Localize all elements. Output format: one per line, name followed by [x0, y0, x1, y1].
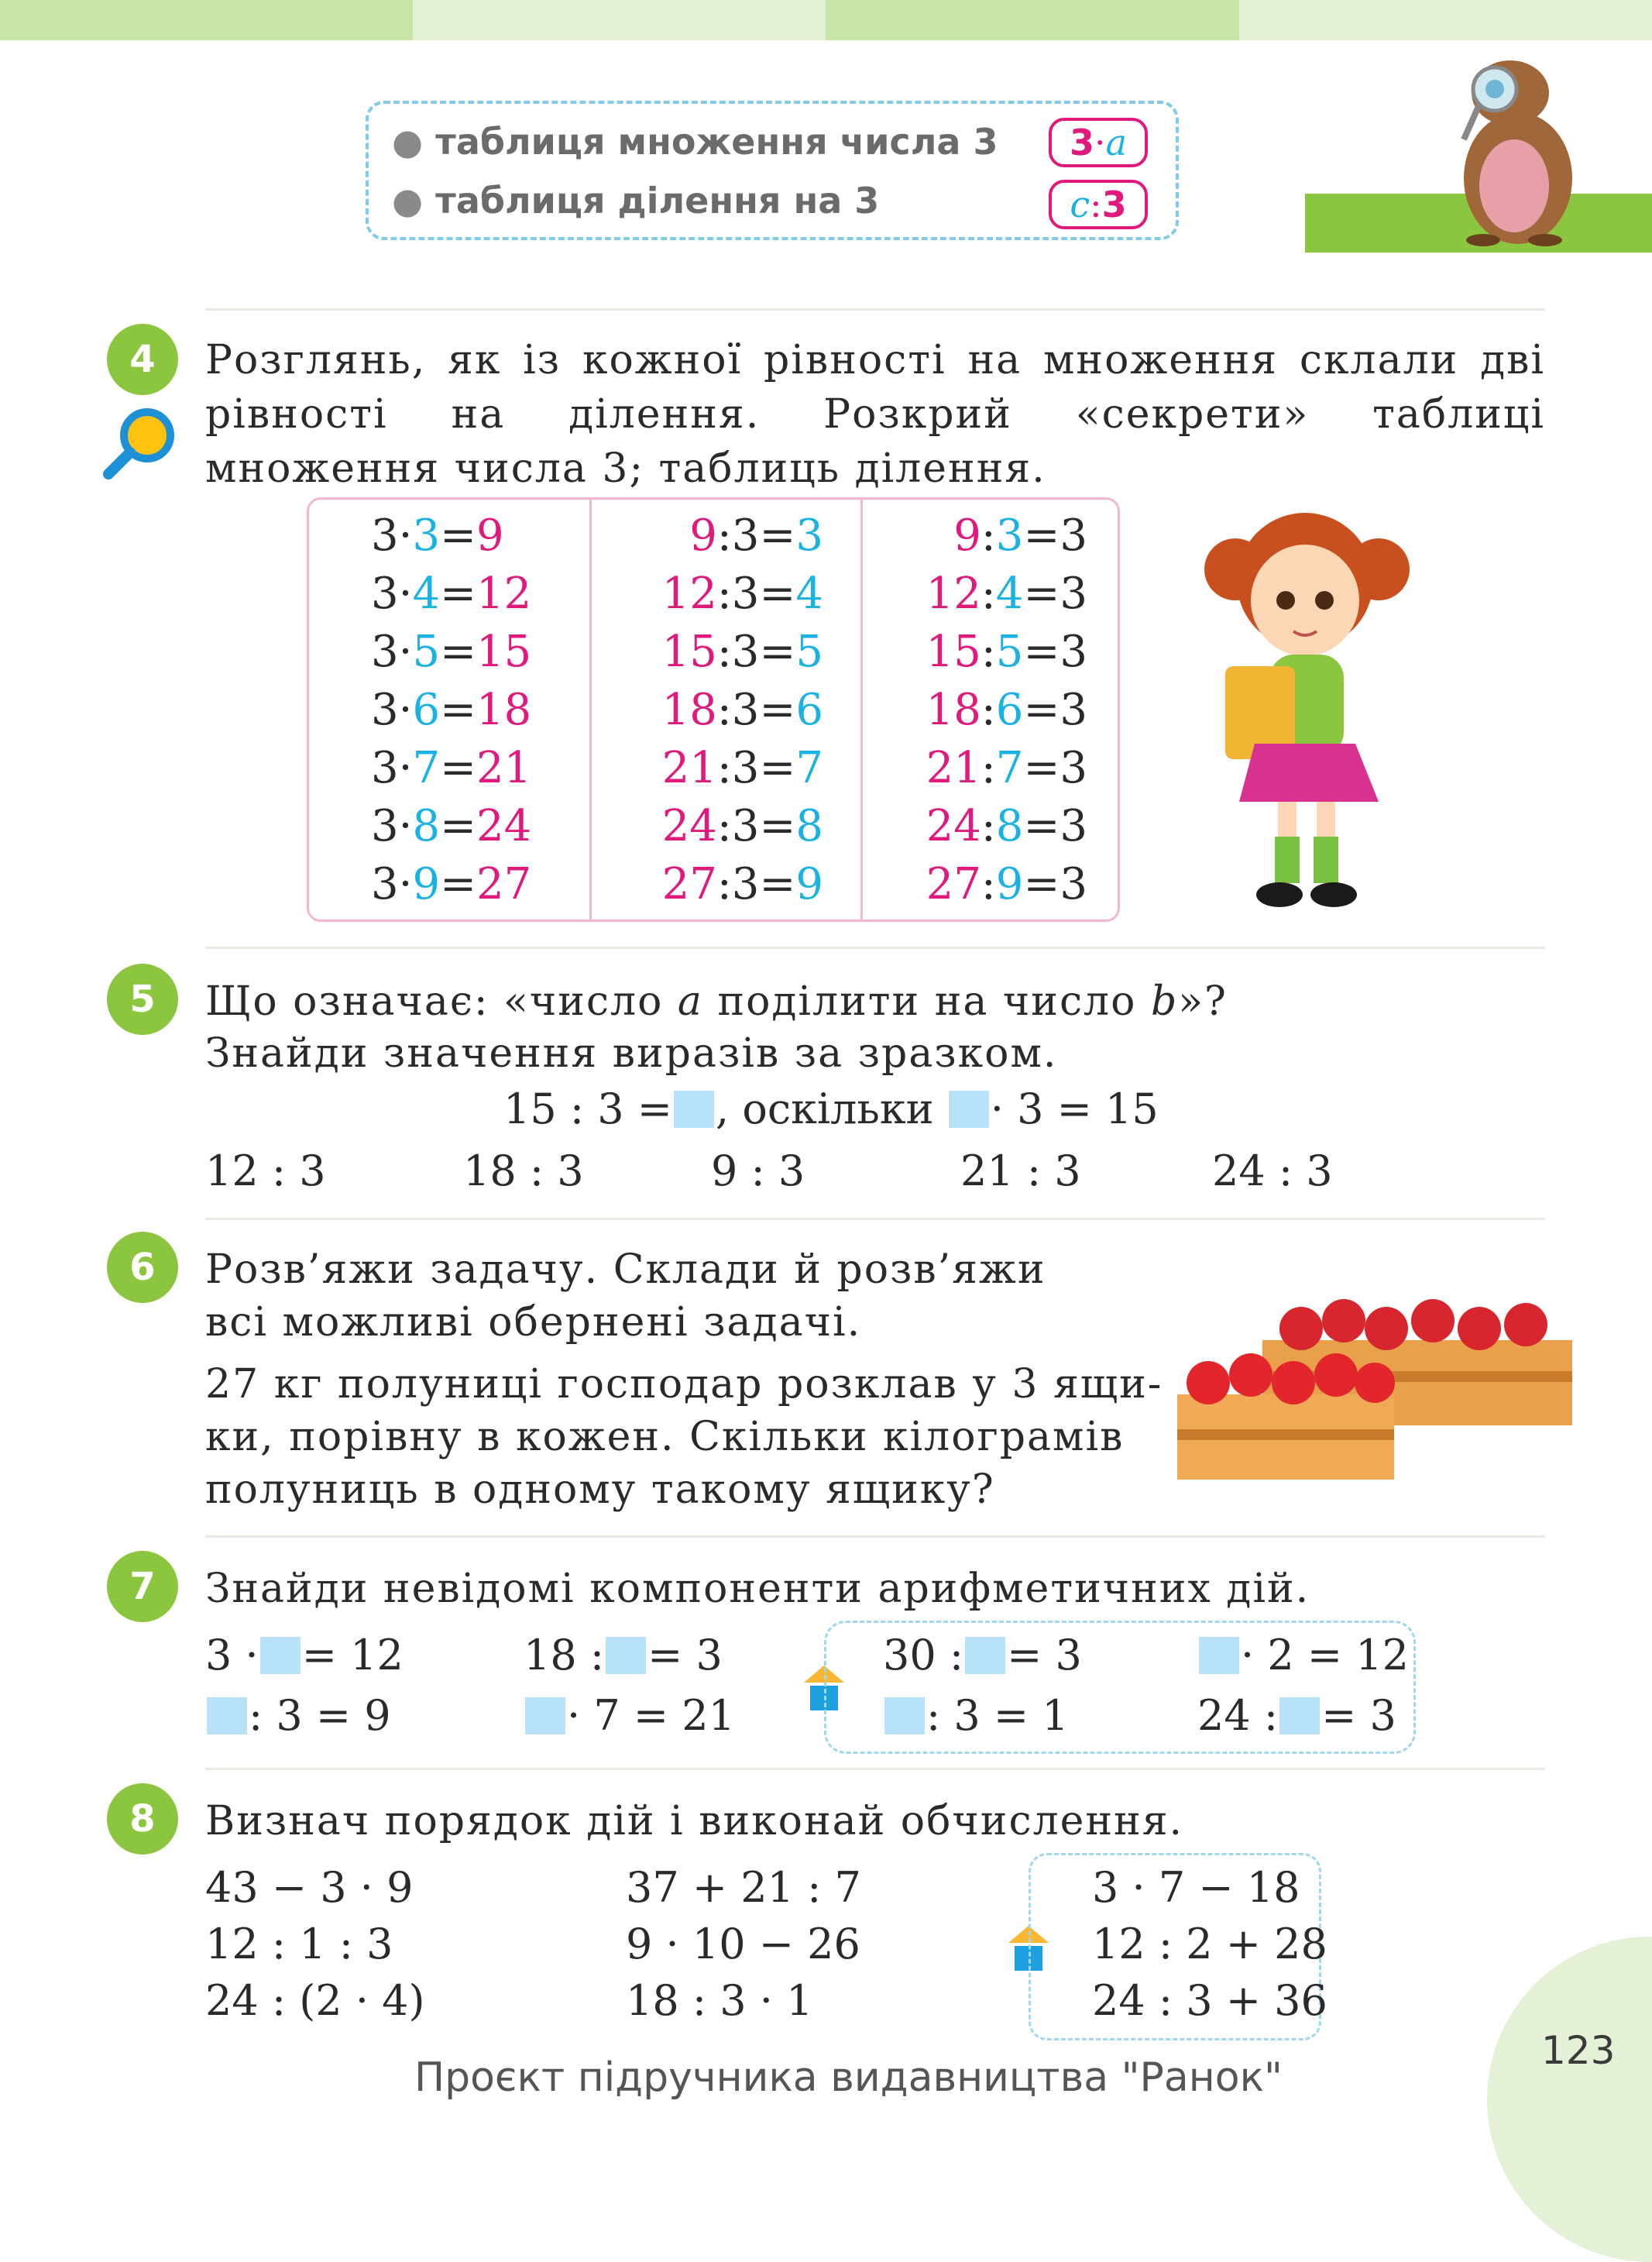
answer-square[interactable]: [1279, 1697, 1320, 1734]
task7-challenge-equation: 30 : = 3: [883, 1631, 1082, 1679]
top-stripe-1: [0, 0, 413, 40]
topics-box: [366, 101, 1179, 240]
topic-badge-multiplication: 3·a: [1049, 118, 1148, 167]
task7-challenge-equation: : 3 = 1: [883, 1691, 1069, 1740]
equation-row: 12:3=4: [661, 569, 823, 619]
answer-square[interactable]: [949, 1091, 989, 1128]
task5-expression: 12 : 3: [205, 1146, 326, 1195]
equation-row: 3·3=9: [371, 510, 504, 561]
division-table: [307, 497, 1120, 922]
task7-text: Знайди невідомі компоненти арифметичних дій.: [205, 1566, 1310, 1612]
equation-row: 3·8=24: [371, 801, 532, 851]
answer-square[interactable]: [260, 1637, 301, 1674]
section-divider: [205, 308, 1545, 311]
answer-square[interactable]: [965, 1637, 1005, 1674]
answer-square[interactable]: [884, 1697, 925, 1734]
task-number-badge: 7: [107, 1551, 178, 1622]
top-stripe-2: [413, 0, 826, 40]
page-corner-decoration: [1487, 1937, 1652, 2262]
equation-row: 21:7=3: [926, 743, 1087, 793]
task5-instruction: Знайди значення виразів за зразком.: [205, 1030, 1058, 1077]
equation-row: 24:3=8: [661, 801, 823, 851]
task4-text: Розглянь, як із кожної рівності на множення склали дві рівності на ділення. Розкрий «секрети» таблиці множення числа 3; таблиць ділення.: [205, 337, 1545, 492]
top-stripe-3: [826, 0, 1239, 40]
task7-challenge-equation: 24 : = 3: [1197, 1691, 1396, 1740]
bullet-icon: ●: [392, 121, 436, 163]
page-number: 123: [1541, 2028, 1616, 2073]
task5-expression: 21 : 3: [960, 1146, 1081, 1195]
task5-expression: 18 : 3: [463, 1146, 584, 1195]
section-divider: [205, 947, 1545, 949]
task8-expression: 18 : 3 · 1: [626, 1976, 813, 2025]
top-stripe-4: [1239, 0, 1652, 40]
equation-row: 3·6=18: [371, 685, 532, 735]
equation-row: 3·9=27: [371, 859, 532, 909]
task8-expression: 12 : 1 : 3: [205, 1920, 393, 1968]
task5-expression: 24 : 3: [1212, 1146, 1333, 1195]
equation-row: 27:3=9: [661, 859, 823, 909]
task6-line: всі можливі обернені задачі.: [205, 1299, 862, 1346]
task5-expression: 9 : 3: [711, 1146, 805, 1195]
answer-square[interactable]: [207, 1697, 247, 1734]
equation-row: 15:3=5: [661, 627, 823, 677]
equation-row: 15:5=3: [926, 627, 1087, 677]
task7-equation: 18 : = 3: [524, 1631, 723, 1679]
task7-equation: · 7 = 21: [524, 1691, 735, 1740]
equation-row: 21:3=7: [661, 743, 823, 793]
capybara-mascot-illustration: [1448, 46, 1588, 248]
task8-challenge-expression: 3 · 7 − 18: [1092, 1863, 1300, 1912]
equation-row: 18:3=6: [661, 685, 823, 735]
answer-square[interactable]: [525, 1697, 565, 1734]
answer-square[interactable]: [1199, 1637, 1239, 1674]
task6-line: Розв’яжи задачу. Склади й розв’яжи: [205, 1246, 1046, 1293]
task8-expression: 24 : (2 · 4): [205, 1976, 425, 2025]
topic-division: ● таблиця ділення на 3: [392, 180, 880, 222]
task6-line: 27 кг полуниці господар розклав у 3 ящи-: [205, 1361, 1163, 1408]
equation-row: 3·7=21: [371, 743, 532, 793]
task8-expression: 37 + 21 : 7: [626, 1863, 861, 1912]
task-number-badge: 5: [107, 964, 178, 1035]
task7-equation: : 3 = 9: [205, 1691, 391, 1740]
topic-multiplication: ● таблиця множення числа 3: [392, 121, 998, 163]
equation-row: 9:3=3: [689, 510, 823, 561]
task7-challenge-equation: · 2 = 12: [1197, 1631, 1409, 1679]
strawberry-crates-illustration: [1177, 1286, 1580, 1487]
magnifier-icon: [101, 403, 178, 480]
task5-sample: 15 : 3 = , оскільки · 3 = 15: [503, 1085, 1159, 1133]
task8-expression: 9 · 10 − 26: [626, 1920, 860, 1968]
task-number-badge: 4: [107, 324, 178, 395]
equation-row: 18:6=3: [926, 685, 1087, 735]
task6-line: ки, порівну в кожен. Скільки кілограмів: [205, 1414, 1125, 1460]
table-divider: [589, 500, 592, 920]
equation-row: 12:4=3: [926, 569, 1087, 619]
answer-square[interactable]: [674, 1091, 714, 1128]
girl-with-book-illustration: [1193, 496, 1417, 922]
task8-text: Визнач порядок дій і виконай обчислення.: [205, 1798, 1184, 1844]
task8-challenge-expression: 12 : 2 + 28: [1092, 1920, 1327, 1968]
section-divider: [205, 1535, 1545, 1538]
equation-row: 3·5=15: [371, 627, 532, 677]
task6-line: полуниць в одному такому ящику?: [205, 1466, 995, 1513]
equation-row: 24:8=3: [926, 801, 1087, 851]
equation-row: 27:9=3: [926, 859, 1087, 909]
task5-question: Що означає: «число a поділити на число b»?: [205, 978, 1228, 1025]
task-number-badge: 6: [107, 1232, 178, 1303]
task7-equation: 3 · = 12: [205, 1631, 404, 1679]
topic-badge-division: c:3: [1049, 180, 1148, 229]
equation-row: 9:3=3: [953, 510, 1087, 561]
task8-challenge-expression: 24 : 3 + 36: [1092, 1976, 1327, 2025]
section-divider: [205, 1218, 1545, 1220]
task8-expression: 43 − 3 · 9: [205, 1863, 414, 1912]
bullet-icon: ●: [392, 180, 436, 222]
table-divider: [860, 500, 863, 920]
answer-square[interactable]: [606, 1637, 646, 1674]
equation-row: 3·4=12: [371, 569, 532, 619]
project-notice: Проєкт підручника видавництва "Ранок": [414, 2054, 1283, 2101]
task-number-badge: 8: [107, 1783, 178, 1855]
section-divider: [205, 1768, 1545, 1770]
